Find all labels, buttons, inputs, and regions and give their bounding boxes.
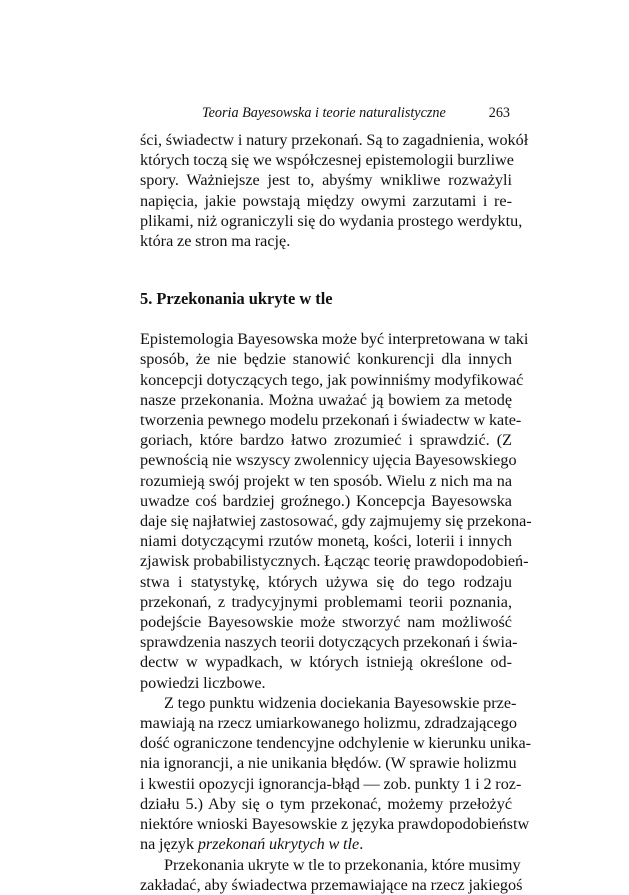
text-line: tworzenia pewnego modelu przekonań i świadectw w kate-	[140, 411, 522, 430]
text-line: rozumieją swój projekt w ten sposób. Wielu z nich ma na	[140, 471, 512, 490]
text-line: dectw w wypadkach, w których istnieją określone od-	[140, 653, 512, 672]
text-line: goriach, które bardzo łatwo zrozumieć i sprawdzić. (Z	[140, 431, 512, 450]
text-line: powiedzi liczbowe.	[140, 673, 266, 692]
text-line: sposób, że nie będzie stanowić konkurencji dla innych	[140, 350, 512, 369]
text-line: Przekonania ukryte w tle to przekonania, które musimy	[164, 855, 521, 874]
page-number: 263	[488, 105, 510, 121]
text-line: uwadze coś bardziej groźnego.) Koncepcja Bayesowska	[140, 491, 512, 510]
text-line: podejście Bayesowskie może stworzyć nam możliwość	[140, 613, 512, 632]
text-line: napięcia, jakie powstają między owymi zarzutami i re-	[140, 191, 512, 210]
book-page	[140, 102, 532, 895]
line-prefix: na język	[140, 835, 198, 854]
text-line: niami dotyczącymi rzutów monetą, kości, loterii i innych	[140, 532, 512, 551]
paragraph-1	[140, 329, 532, 693]
text-line: daje się najłatwiej zastosować, gdy zajmujemy się przekona-	[140, 512, 532, 531]
text-line: dość ograniczone tendencyjne odchylenie w kierunku unika-	[140, 734, 532, 753]
text-line-emphasis	[140, 834, 512, 854]
text-line: która ze stron ma rację.	[140, 232, 291, 251]
text-line: zakładać, aby świadectwa przemawiające na rzecz jakiegoś	[140, 875, 523, 894]
text-line: ści, świadectw i natury przekonań. Są to zagadnienia, wokół	[140, 131, 529, 149]
paragraph-3	[140, 855, 523, 895]
text-line: zjawisk probabilistycznych. Łącząc teorię prawdopodobień-	[140, 552, 529, 571]
text-line: działu 5.) Aby się o tym przekonać, możemy przełożyć	[140, 794, 512, 813]
text-line: spory. Ważniejsze jest to, abyśmy wnikliwe rozważyli	[140, 171, 512, 190]
text-line: Epistemologia Bayesowska może być interpretowana w taki	[140, 330, 529, 349]
paragraph-2	[140, 693, 532, 855]
continued-paragraph	[140, 130, 529, 251]
text-line: mawiają na rzecz umiarkowanego holizmu, zdradzającego	[140, 714, 517, 733]
text-line: i kwestii opozycji ignorancja-błąd — zob. punkty 1 i 2 roz-	[140, 774, 522, 793]
text-line: nia ignorancji, a nie unikania błędów. (W sprawie holizmu	[140, 754, 517, 773]
text-line: stwa i statystykę, których używa się do tego rodzaju	[140, 572, 512, 591]
text-line: Z tego punktu widzenia dociekania Bayesowskie prze-	[164, 693, 517, 712]
section-body	[140, 329, 532, 895]
text-line: plikami, niż ograniczyli się do wydania prostego werdyktu,	[140, 211, 523, 230]
text-line: sprawdzenia naszych teorii dotyczących przekonań i świa-	[140, 633, 518, 652]
text-line: nasze przekonania. Można uważać ją bowiem za metodę	[140, 390, 512, 409]
text-line: przekonań, z tradycyjnymi problemami teorii poznania,	[140, 592, 512, 611]
running-header	[140, 102, 512, 124]
line-suffix: .	[359, 835, 364, 854]
running-title: Teoria Bayesowska i teorie naturalistyczne	[202, 105, 446, 121]
text-line: których toczą się we współczesnej epistemologii burzliwe	[140, 151, 514, 170]
text-line: niektóre wnioski Bayesowskie z języka prawdopodobieństw	[140, 815, 530, 834]
text-line: koncepcji dotyczących tego, jak powinniśmy modyfikować	[140, 370, 524, 389]
text-line: pewnością nie wszyscy zwolennicy ujęcia Bayesowskiego	[140, 451, 517, 470]
section-heading: 5. Przekonania ukryte w tle	[140, 289, 333, 309]
italic-phrase: przekonań ukrytych w tle	[197, 835, 360, 854]
